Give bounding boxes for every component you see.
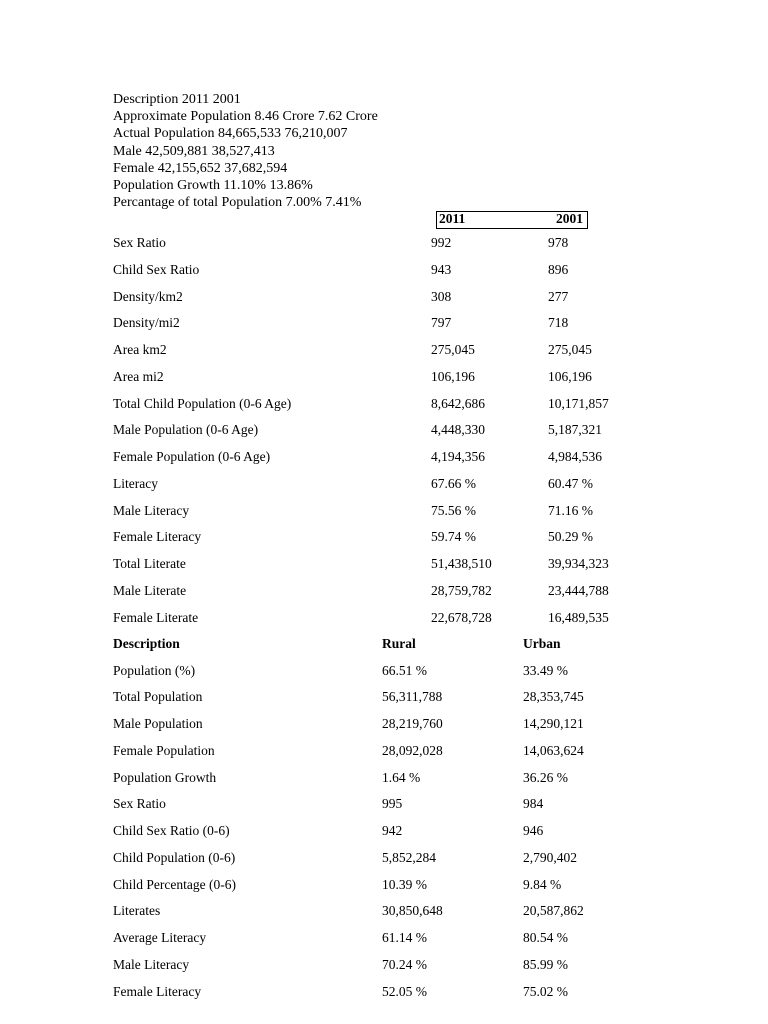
row-label: Area mi2 xyxy=(113,368,164,384)
value-2001: 5,187,321 xyxy=(548,422,602,438)
value-urban: 14,290,121 xyxy=(523,716,584,731)
value-rural: 995 xyxy=(382,796,403,812)
row-label: Child Percentage (0-6) xyxy=(113,876,236,892)
value-2011: 22,678,728 xyxy=(431,609,492,625)
table-row xyxy=(0,556,768,576)
value-2001: 718 xyxy=(548,315,569,331)
value-rural: 5,852,284 xyxy=(382,849,436,865)
table-row xyxy=(0,315,768,335)
row-label: Average Literacy xyxy=(113,930,207,945)
header-rural: Rural xyxy=(382,636,416,651)
row-label: Female Population xyxy=(113,742,215,758)
value-rural: 56,311,788 xyxy=(382,689,443,705)
value-rural: 28,092,028 xyxy=(382,742,443,758)
value-2011: 992 xyxy=(431,235,452,250)
row-label: Male Population xyxy=(113,716,203,731)
table-row xyxy=(0,449,768,469)
table-row xyxy=(0,476,768,496)
value-2011: 797 xyxy=(431,315,452,331)
table-row xyxy=(0,235,768,255)
row-label: Density/mi2 xyxy=(113,315,180,331)
value-urban: 80.54 % xyxy=(523,930,568,945)
table-row xyxy=(0,930,768,950)
table-row xyxy=(0,823,768,843)
row-label: Male Literacy xyxy=(113,956,190,972)
value-rural: 66.51 % xyxy=(382,662,427,678)
value-2011: 28,759,782 xyxy=(431,582,492,598)
intro-line: Population Growth 11.10% 13.86% xyxy=(113,178,313,194)
value-2001: 23,444,788 xyxy=(548,582,609,598)
table-row xyxy=(0,957,768,977)
intro-line: Percantage of total Population 7.00% 7.41% xyxy=(113,195,362,211)
value-2011: 51,438,510 xyxy=(431,556,492,571)
value-2011: 943 xyxy=(431,261,452,277)
value-urban: 14,063,624 xyxy=(523,742,584,758)
intro-summary xyxy=(113,91,378,211)
value-rural: 1.64 % xyxy=(382,769,421,785)
value-2011: 275,045 xyxy=(431,342,475,357)
value-rural: 70.24 % xyxy=(382,956,427,972)
value-2011: 4,194,356 xyxy=(431,449,485,464)
header-2001: 2001 xyxy=(556,211,583,226)
row-label: Female Literacy xyxy=(113,529,202,545)
row-label: Child Sex Ratio xyxy=(113,261,200,277)
row-label: Female Literate xyxy=(113,609,199,625)
row-label: Male Literacy xyxy=(113,502,190,518)
value-urban: 20,587,862 xyxy=(523,903,584,919)
value-rural: 61.14 % xyxy=(382,930,427,945)
value-urban: 946 xyxy=(523,823,544,838)
value-2011: 8,642,686 xyxy=(431,395,485,411)
value-2011: 106,196 xyxy=(431,368,475,384)
value-urban: 9.84 % xyxy=(523,876,562,892)
row-label: Literates xyxy=(113,903,161,919)
table-row xyxy=(0,396,768,416)
value-2011: 308 xyxy=(431,288,452,304)
value-2001: 106,196 xyxy=(548,368,592,384)
table-row xyxy=(0,716,768,736)
table-row xyxy=(0,689,768,709)
value-rural: 30,850,648 xyxy=(382,903,443,919)
value-2011: 59.74 % xyxy=(431,529,476,545)
value-2011: 75.56 % xyxy=(431,502,476,518)
table-row xyxy=(0,877,768,897)
header-2011: 2011 xyxy=(439,211,466,226)
row-label: Area km2 xyxy=(113,342,167,357)
table-header-row xyxy=(0,636,768,656)
value-rural: 10.39 % xyxy=(382,876,427,892)
value-urban: 85.99 % xyxy=(523,956,568,972)
value-2001: 4,984,536 xyxy=(548,449,602,464)
value-2011: 67.66 % xyxy=(431,475,476,491)
table-row xyxy=(0,610,768,630)
value-2001: 39,934,323 xyxy=(548,556,609,571)
row-label: Child Population (0-6) xyxy=(113,849,236,865)
table-row xyxy=(0,850,768,870)
table-row xyxy=(0,796,768,816)
value-urban: 984 xyxy=(523,796,544,812)
table-row xyxy=(0,743,768,763)
value-2001: 275,045 xyxy=(548,342,592,357)
table-row xyxy=(0,289,768,309)
value-2001: 16,489,535 xyxy=(548,609,609,625)
value-rural: 28,219,760 xyxy=(382,716,443,731)
row-label: Literacy xyxy=(113,475,158,491)
value-2001: 10,171,857 xyxy=(548,395,609,411)
table-row xyxy=(0,663,768,683)
intro-line: Approximate Population 8.46 Crore 7.62 Crore xyxy=(113,109,378,125)
row-label: Sex Ratio xyxy=(113,796,166,812)
table-row xyxy=(0,903,768,923)
value-2001: 896 xyxy=(548,261,569,277)
row-label: Density/km2 xyxy=(113,288,183,304)
row-label: Total Child Population (0-6 Age) xyxy=(113,395,292,411)
row-label: Population (%) xyxy=(113,662,196,678)
row-label: Population Growth xyxy=(113,769,217,785)
row-label: Female Population (0-6 Age) xyxy=(113,449,271,464)
table-row xyxy=(0,583,768,603)
value-urban: 75.02 % xyxy=(523,983,568,999)
value-2001: 978 xyxy=(548,235,569,250)
value-2001: 60.47 % xyxy=(548,475,593,491)
table-row xyxy=(0,503,768,523)
value-urban: 36.26 % xyxy=(523,769,568,785)
value-2001: 71.16 % xyxy=(548,502,593,518)
table-row xyxy=(0,262,768,282)
row-label: Total Literate xyxy=(113,556,186,571)
row-label: Total Population xyxy=(113,689,203,705)
table-row xyxy=(0,369,768,389)
table-row xyxy=(0,422,768,442)
value-urban: 2,790,402 xyxy=(523,849,577,865)
header-urban: Urban xyxy=(523,636,561,651)
intro-line: Description 2011 2001 xyxy=(113,92,241,107)
row-label: Female Literacy xyxy=(113,983,202,999)
header-description: Description xyxy=(113,636,180,651)
value-rural: 52.05 % xyxy=(382,983,427,999)
value-2001: 50.29 % xyxy=(548,529,593,545)
row-label: Sex Ratio xyxy=(113,235,166,250)
table-row xyxy=(0,342,768,362)
table-row xyxy=(0,770,768,790)
row-label: Child Sex Ratio (0-6) xyxy=(113,823,230,838)
intro-line: Actual Population 84,665,533 76,210,007 xyxy=(113,126,348,142)
table-row xyxy=(0,529,768,549)
value-rural: 942 xyxy=(382,823,403,838)
value-urban: 28,353,745 xyxy=(523,689,584,705)
row-label: Male Population (0-6 Age) xyxy=(113,422,259,438)
table-row xyxy=(0,984,768,1004)
value-2011: 4,448,330 xyxy=(431,422,485,438)
value-urban: 33.49 % xyxy=(523,662,568,678)
intro-line: Female 42,155,652 37,682,594 xyxy=(113,160,288,176)
intro-line: Male 42,509,881 38,527,413 xyxy=(113,143,275,159)
row-label: Male Literate xyxy=(113,582,187,598)
value-2001: 277 xyxy=(548,288,569,304)
